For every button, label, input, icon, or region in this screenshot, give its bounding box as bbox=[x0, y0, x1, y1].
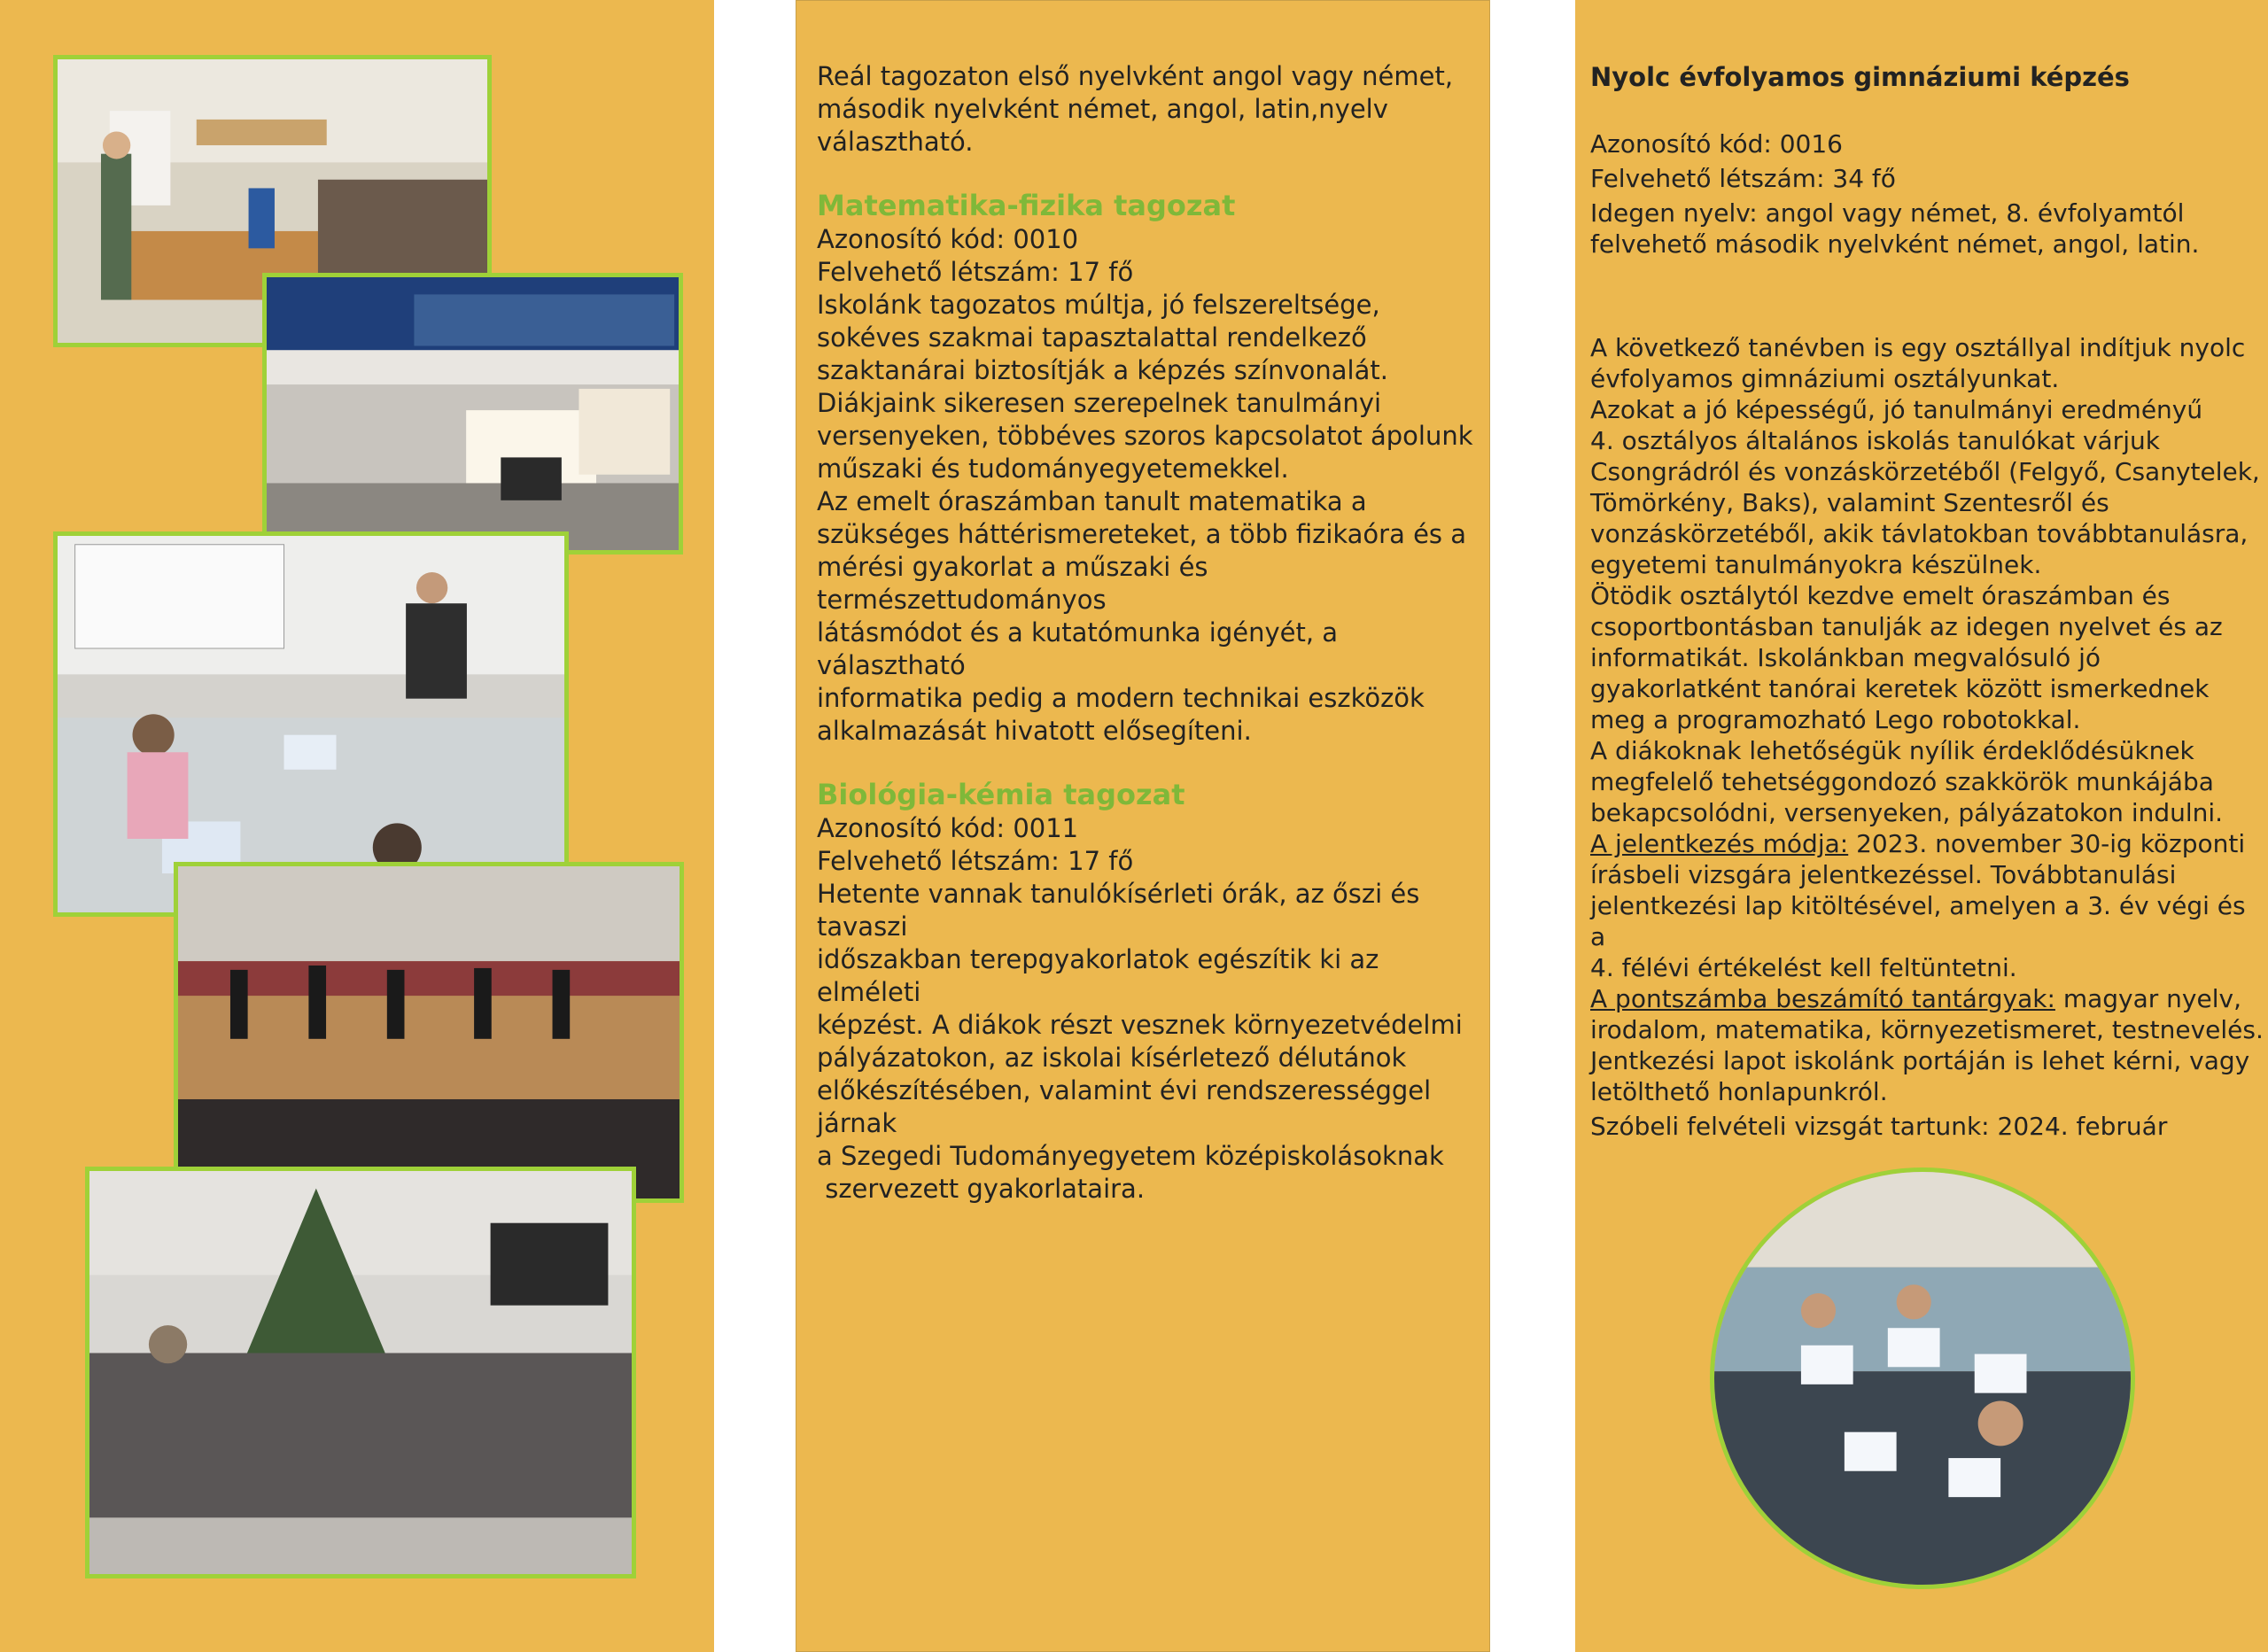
application-text: jelentkezési lap kitöltésével, amelyen a 3. év végi és a bbox=[1590, 891, 2246, 951]
hall-event-photo bbox=[262, 273, 683, 555]
math-text: sokéves szakmai tapasztalattal rendelkező bbox=[817, 322, 1367, 353]
subjects-text: letölthető honlapunkról. bbox=[1590, 1077, 1888, 1106]
language-line: Idegen nyelv: angol vagy német, 8. évfolyamtól bbox=[1590, 198, 2185, 228]
subjects-label: A pontszámba beszámító tantárgyak: bbox=[1590, 984, 2055, 1013]
intro-line: Reál tagozaton első nyelvként angol vagy német, bbox=[817, 61, 1454, 91]
body-line: Azokat a jó képességű, jó tanulmányi eredményű bbox=[1590, 395, 2203, 424]
bio-capacity: Felvehető létszám: 17 fő bbox=[817, 846, 1134, 876]
subjects-line bbox=[1590, 983, 2264, 1014]
language-line: felvehető második nyelvként német, angol, latin. bbox=[1590, 229, 2200, 259]
body-line: Csongrádról és vonzáskörzetéből (Felgyő, Csanytelek, bbox=[1590, 457, 2260, 486]
bio-text: képzést. A diákok részt vesznek környezetvédelmi bbox=[817, 1010, 1463, 1040]
intro-line: választható. bbox=[817, 127, 974, 157]
program-code: Azonosító kód: 0016 bbox=[1590, 129, 1843, 159]
christmas-group-photo bbox=[85, 1167, 636, 1578]
bio-code: Azonosító kód: 0011 bbox=[817, 813, 1079, 843]
math-text: szaktanárai biztosítják a képzés színvonalát. bbox=[817, 355, 1388, 385]
application-text: írásbeli vizsgára jelentkezéssel. Továbbtanulási bbox=[1590, 860, 2177, 889]
body-line: gyakorlatként tanórai keretek között ismerkednek bbox=[1590, 674, 2210, 703]
math-text: Az emelt óraszámban tanult matematika a bbox=[817, 486, 1367, 516]
bio-text: a Szegedi Tudományegyetem középiskolásoknak bbox=[817, 1141, 1444, 1171]
program-title: Nyolc évfolyamos gimnáziumi képzés bbox=[1590, 62, 2130, 92]
bio-heading: Biológia-kémia tagozat bbox=[817, 778, 1185, 811]
robotics-lab-photo bbox=[53, 531, 569, 917]
subjects-text: irodalom, matematika, környezetismeret, testnevelés. bbox=[1590, 1015, 2264, 1044]
body-line: A következő tanévben is egy osztállyal indítjuk nyolc bbox=[1590, 333, 2246, 362]
bio-text: pályázatokon, az iskolai kísérletező délutánok bbox=[817, 1043, 1407, 1073]
right-text bbox=[1590, 62, 2264, 1142]
body-line: vonzáskörzetéből, akik távlatokban továbbtanulásra, bbox=[1590, 519, 2249, 548]
body-line: csoportbontásban tanulják az idegen nyelvet és az bbox=[1590, 612, 2223, 641]
body-line: A diákoknak lehetőségük nyílik érdeklődésüknek bbox=[1590, 736, 2194, 765]
body-line: informatikát. Iskolánkban megvalósuló jó bbox=[1590, 643, 2101, 672]
math-code: Azonosító kód: 0010 bbox=[817, 224, 1079, 254]
program-capacity: Felvehető létszám: 34 fő bbox=[1590, 164, 1896, 193]
body-line: Ötödik osztálytól kezdve emelt óraszámban és bbox=[1590, 581, 2171, 610]
math-text: alkalmazását hivatott elősegíteni. bbox=[817, 716, 1252, 746]
body-line: évfolyamos gimnáziumi osztályunkat. bbox=[1590, 364, 2060, 393]
math-text: műszaki és tudományegyetemekkel. bbox=[817, 454, 1289, 484]
math-text: szükséges háttérismereteket, a több fizikaóra és a bbox=[817, 519, 1467, 549]
application-line bbox=[1590, 828, 2264, 859]
application-deadline: 2023. november 30-ig központi bbox=[1848, 829, 2246, 858]
oral-exam-line: Szóbeli felvételi vizsgát tartunk: 2024. február bbox=[1590, 1112, 2168, 1141]
body-line: megfelelő tehetséggondozó szakkörök munkájába bbox=[1590, 767, 2214, 796]
students-circle-photo bbox=[1710, 1167, 2135, 1589]
math-capacity: Felvehető létszám: 17 fő bbox=[817, 257, 1134, 287]
subjects-text: Jentkezési lapot iskolánk portáján is lehet kérni, vagy bbox=[1590, 1046, 2250, 1075]
body-line: meg a programozható Lego robotokkal. bbox=[1590, 705, 2081, 734]
bio-text: Hetente vannak tanulókísérleti órák, az őszi és tavaszi bbox=[817, 879, 1420, 942]
application-text: 4. félévi értékelést kell feltüntetni. bbox=[1590, 953, 2017, 982]
subjects-first: magyar nyelv, bbox=[2054, 984, 2241, 1013]
bio-text: előkészítésében, valamint évi rendszerességgel járnak bbox=[817, 1075, 1432, 1138]
application-label: A jelentkezés módja: bbox=[1590, 829, 1849, 858]
body-line: Tömörkény, Baks), valamint Szentesről és bbox=[1590, 488, 2109, 517]
math-text: versenyeken, többéves szoros kapcsolatot ápolunk bbox=[817, 421, 1473, 451]
dance-show-photo bbox=[174, 862, 684, 1203]
bio-text: szervezett gyakorlataira. bbox=[817, 1174, 1146, 1204]
math-text: informatika pedig a modern technikai eszközök bbox=[817, 683, 1425, 713]
body-line: 4. osztályos általános iskolás tanulókat várjuk bbox=[1590, 426, 2160, 455]
middle-text bbox=[817, 60, 1481, 1206]
math-text: Iskolánk tagozatos múltja, jó felszereltsége, bbox=[817, 290, 1380, 320]
intro-line: második nyelvként német, angol, latin,nyelv bbox=[817, 94, 1388, 124]
math-text: Diákjaink sikeresen szerepelnek tanulmányi bbox=[817, 388, 1382, 418]
math-heading: Matematika-fizika tagozat bbox=[817, 189, 1236, 222]
math-text: látásmódot és a kutatómunka igényét, a választható bbox=[817, 617, 1339, 680]
bio-text: időszakban terepgyakorlatok egészítik ki az elméleti bbox=[817, 944, 1379, 1007]
body-line: bekapcsolódni, versenyeken, pályázatokon indulni. bbox=[1590, 798, 2224, 827]
math-text: mérési gyakorlat a műszaki és természettudományos bbox=[817, 552, 1208, 615]
body-line: egyetemi tanulmányokra készülnek. bbox=[1590, 550, 2042, 579]
